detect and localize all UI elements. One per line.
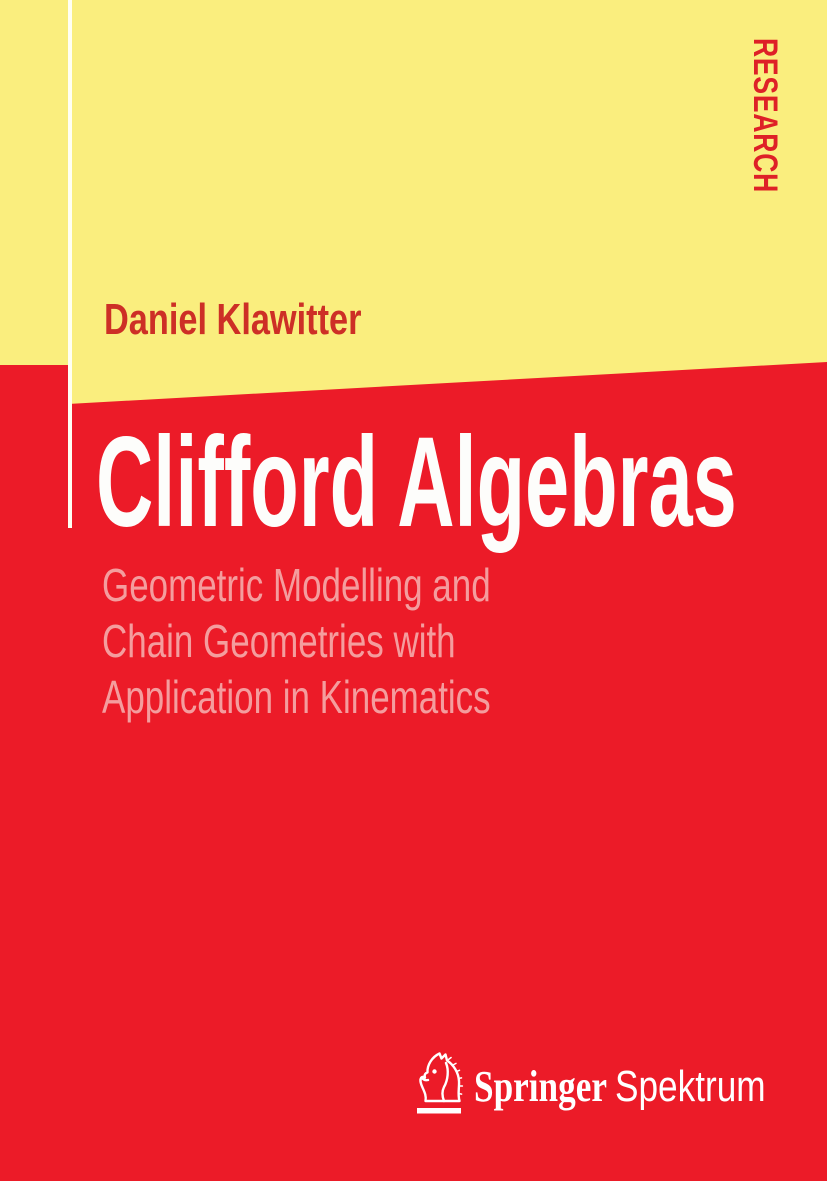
book-subtitle-line: Geometric Modelling and bbox=[102, 559, 491, 611]
series-label: RESEARCH bbox=[746, 38, 784, 194]
publisher-brand-serif: Springer bbox=[474, 1062, 607, 1111]
book-subtitle-line: Application in Kinematics bbox=[102, 671, 491, 723]
book-subtitle-line: Chain Geometries with bbox=[102, 615, 456, 667]
publisher-brand-sans: Spektrum bbox=[614, 1062, 766, 1111]
author-name: Daniel Klawitter bbox=[104, 295, 362, 344]
publisher-name bbox=[474, 1062, 766, 1111]
book-title: Clifford Algebras bbox=[96, 411, 737, 554]
book-subtitle bbox=[102, 557, 491, 725]
springer-horse-icon bbox=[416, 1050, 466, 1114]
vertical-rule bbox=[68, 0, 72, 528]
